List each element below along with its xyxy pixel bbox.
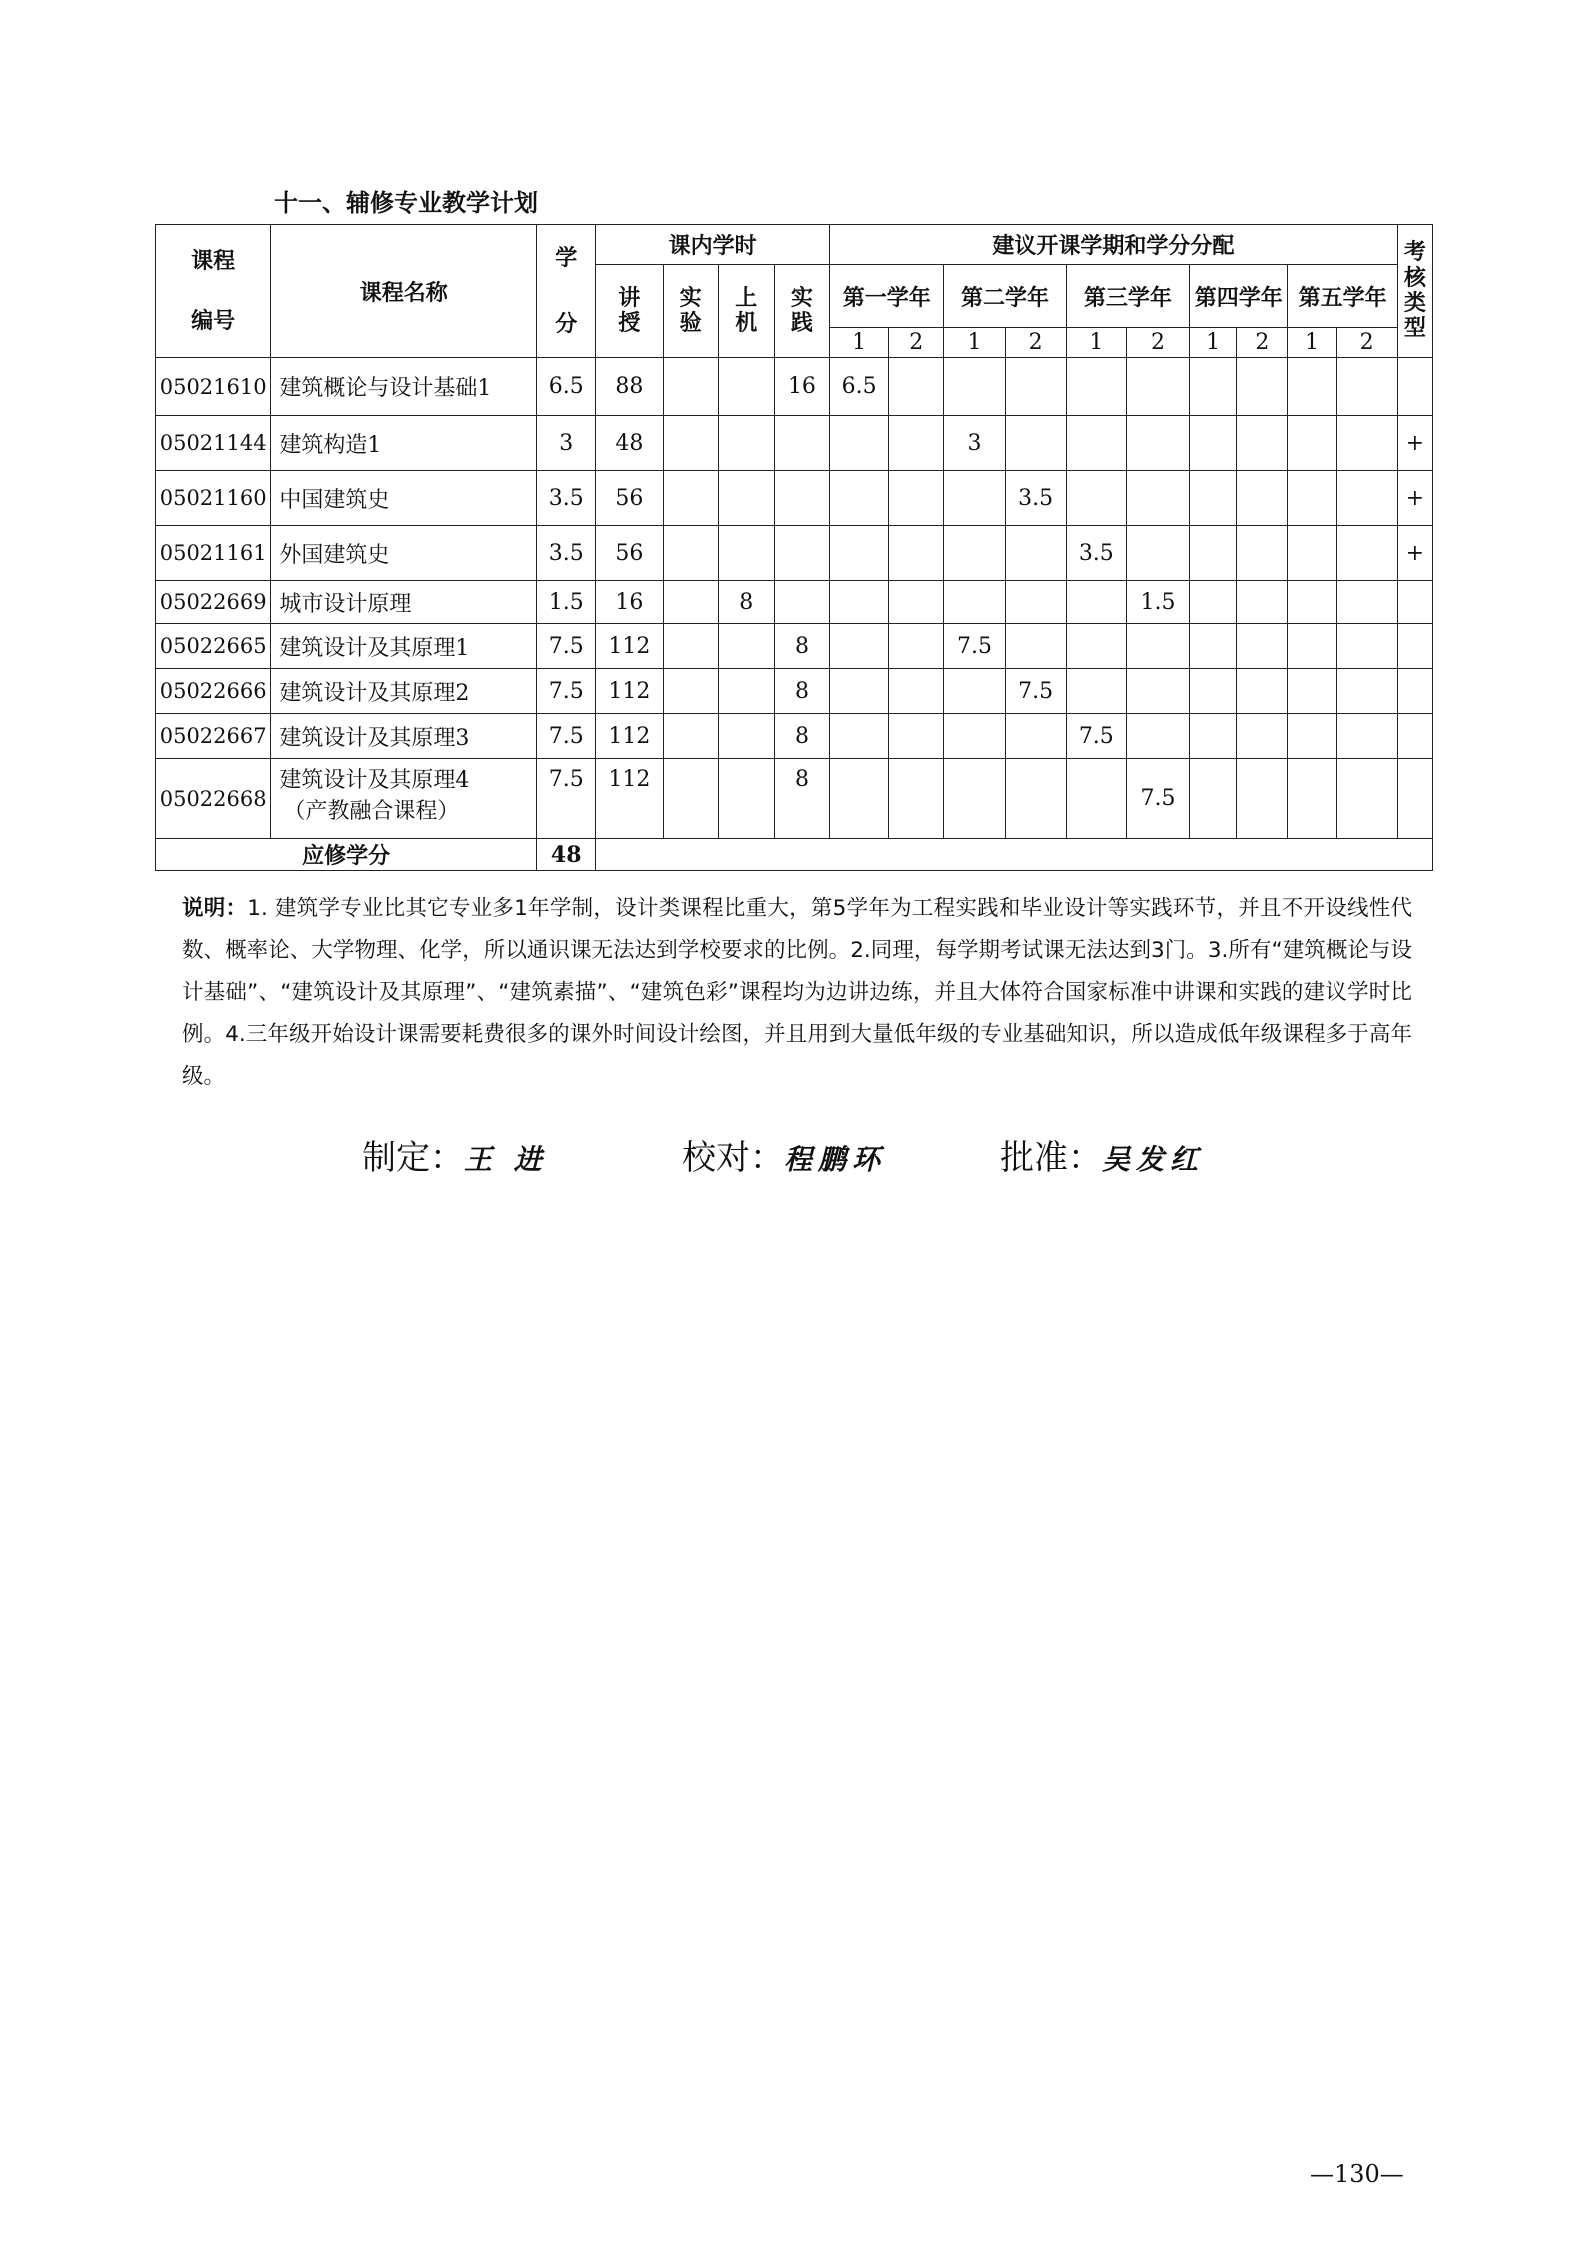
semester-credit-cell — [830, 669, 889, 714]
course-name-cell — [271, 416, 537, 471]
header-year-4: 第四学年 — [1190, 265, 1288, 328]
semester-credit-cell: 3 — [944, 416, 1005, 471]
header-hours-group: 课内学时 — [596, 225, 830, 265]
page-number: —130— — [1310, 2160, 1404, 2188]
semester-credit-cell — [1190, 624, 1237, 669]
lab-hours-cell — [663, 714, 718, 759]
total-row — [156, 839, 1433, 871]
semester-credit-cell — [889, 358, 944, 416]
semester-credit-cell — [1126, 669, 1189, 714]
signature-check-name: 程鹏环 — [784, 1143, 887, 1176]
section-title: 十一、辅修专业教学计划 — [274, 189, 538, 217]
lab-hours-cell — [663, 526, 718, 581]
course-code-cell: 05022669 — [156, 581, 271, 624]
practice-hours-cell: 8 — [774, 669, 829, 714]
course-code-cell: 05021144 — [156, 416, 271, 471]
computer-hours-cell — [718, 358, 774, 416]
course-code-cell: 05022668 — [156, 759, 271, 839]
semester-credit-cell — [1288, 714, 1336, 759]
total-value: 48 — [537, 839, 596, 871]
header-semester: 1 — [830, 328, 889, 358]
semester-credit-cell — [1237, 358, 1288, 416]
course-name-note: （产教融合课程） — [283, 799, 460, 824]
table-row — [156, 581, 1433, 624]
table-row — [156, 416, 1433, 471]
lecture-hours-cell: 48 — [596, 416, 663, 471]
computer-hours-cell — [718, 759, 774, 839]
course-code-cell: 05022667 — [156, 714, 271, 759]
semester-credit-cell — [1190, 416, 1237, 471]
semester-credit-cell — [1288, 759, 1336, 839]
semester-credit-cell: 7.5 — [1005, 669, 1066, 714]
semester-credit-cell — [1336, 759, 1397, 839]
note-label: 说明： — [182, 896, 248, 921]
lab-hours-cell — [663, 358, 718, 416]
credit-cell: 7.5 — [537, 714, 596, 759]
signature-made-name: 王 进 — [464, 1143, 548, 1176]
header-hours-computer — [718, 265, 774, 358]
header-semester: 1 — [1288, 328, 1336, 358]
signature-check-label: 校对： — [682, 1138, 784, 1178]
semester-credit-cell — [889, 416, 944, 471]
practice-hours-cell — [774, 526, 829, 581]
semester-credit-cell — [889, 759, 944, 839]
semester-credit-cell — [944, 526, 1005, 581]
semester-credit-cell — [1288, 669, 1336, 714]
computer-hours-cell — [718, 714, 774, 759]
lecture-hours-cell: 56 — [596, 471, 663, 526]
course-name-cell — [271, 669, 537, 714]
header-credit — [537, 225, 596, 358]
header-course-code — [156, 225, 271, 358]
course-name: 建筑设计及其原理3 — [279, 725, 470, 751]
course-name: 建筑设计及其原理1 — [279, 635, 470, 661]
practice-hours-cell: 16 — [774, 358, 829, 416]
signature-approve-name: 吴发红 — [1102, 1143, 1205, 1176]
course-name-cell — [271, 358, 537, 416]
header-year-5: 第五学年 — [1288, 265, 1397, 328]
semester-credit-cell — [1066, 416, 1126, 471]
course-name: 外国建筑史 — [279, 542, 390, 568]
header-semester: 2 — [889, 328, 944, 358]
semester-credit-cell: 6.5 — [830, 358, 889, 416]
semester-credit-cell — [1237, 669, 1288, 714]
semester-credit-cell — [1066, 581, 1126, 624]
semester-credit-cell — [1336, 624, 1397, 669]
lecture-hours-cell: 112 — [596, 759, 663, 839]
semester-credit-cell — [830, 526, 889, 581]
computer-hours-cell — [718, 669, 774, 714]
course-name-cell — [271, 714, 537, 759]
table-row — [156, 526, 1433, 581]
practice-hours-cell: 8 — [774, 759, 829, 839]
signature-check — [682, 1130, 886, 1179]
course-code-cell: 05022665 — [156, 624, 271, 669]
practice-hours-cell — [774, 581, 829, 624]
semester-credit-cell — [1288, 471, 1336, 526]
semester-credit-cell — [1336, 581, 1397, 624]
course-code-cell: 05022666 — [156, 669, 271, 714]
semester-credit-cell: 7.5 — [1126, 759, 1189, 839]
semester-credit-cell — [830, 471, 889, 526]
course-name-cell — [271, 526, 537, 581]
practice-hours-cell: 8 — [774, 714, 829, 759]
credit-cell: 1.5 — [537, 581, 596, 624]
header-year-3: 第三学年 — [1066, 265, 1189, 328]
semester-credit-cell: 7.5 — [944, 624, 1005, 669]
header-course-code-line1: 课程 — [191, 248, 236, 274]
header-semester: 1 — [1066, 328, 1126, 358]
semester-credit-cell — [889, 624, 944, 669]
table-row — [156, 669, 1433, 714]
semester-credit-cell — [1336, 416, 1397, 471]
semester-credit-cell — [1237, 471, 1288, 526]
semester-credit-cell — [944, 358, 1005, 416]
computer-hours-cell — [718, 526, 774, 581]
semester-credit-cell: 3.5 — [1005, 471, 1066, 526]
header-hours-lab — [663, 265, 718, 358]
exam-type-cell — [1397, 669, 1432, 714]
course-name: 建筑设计及其原理4 — [279, 768, 470, 793]
semester-credit-cell — [1190, 669, 1237, 714]
header-year-1: 第一学年 — [830, 265, 944, 328]
semester-credit-cell — [1288, 416, 1336, 471]
course-name-cell — [271, 759, 537, 839]
semester-credit-cell — [1066, 358, 1126, 416]
practice-hours-cell — [774, 416, 829, 471]
lab-hours-cell — [663, 416, 718, 471]
semester-credit-cell — [1066, 624, 1126, 669]
semester-credit-cell — [1126, 714, 1189, 759]
signature-line — [362, 1130, 1322, 1190]
semester-credit-cell — [1336, 669, 1397, 714]
semester-credit-cell — [1336, 714, 1397, 759]
exam-type-cell — [1397, 358, 1432, 416]
header-semester: 2 — [1336, 328, 1397, 358]
header-schedule-group: 建议开课学期和学分分配 — [830, 225, 1398, 265]
header-year-2: 第二学年 — [944, 265, 1066, 328]
semester-credit-cell — [944, 714, 1005, 759]
semester-credit-cell — [1066, 669, 1126, 714]
table-row — [156, 471, 1433, 526]
semester-credit-cell — [889, 669, 944, 714]
semester-credit-cell — [944, 471, 1005, 526]
note-paragraph — [182, 888, 1412, 1098]
table-row — [156, 714, 1433, 759]
semester-credit-cell — [1126, 358, 1189, 416]
semester-credit-cell — [1190, 581, 1237, 624]
exam-type-cell — [1397, 714, 1432, 759]
course-name: 中国建筑史 — [279, 487, 390, 513]
semester-credit-cell — [944, 669, 1005, 714]
semester-credit-cell — [1190, 759, 1237, 839]
semester-credit-cell — [1288, 624, 1336, 669]
semester-credit-cell — [1237, 416, 1288, 471]
exam-type-cell: + — [1397, 526, 1432, 581]
exam-type-cell — [1397, 759, 1432, 839]
semester-credit-cell — [1237, 526, 1288, 581]
semester-credit-cell — [1336, 471, 1397, 526]
header-credit-line1: 学 — [555, 245, 578, 271]
semester-credit-cell — [1237, 714, 1288, 759]
signature-approve-label: 批准： — [1000, 1138, 1102, 1178]
semester-credit-cell — [1005, 358, 1066, 416]
exam-type-cell: + — [1397, 416, 1432, 471]
semester-credit-cell — [830, 714, 889, 759]
header-semester: 2 — [1237, 328, 1288, 358]
total-empty — [596, 839, 1433, 871]
header-semester: 2 — [1126, 328, 1189, 358]
header-semester: 2 — [1005, 328, 1066, 358]
semester-credit-cell — [1005, 624, 1066, 669]
lecture-hours-cell: 56 — [596, 526, 663, 581]
semester-credit-cell — [1190, 714, 1237, 759]
header-hours-lecture — [596, 265, 663, 358]
semester-credit-cell — [1288, 526, 1336, 581]
teaching-plan-table — [155, 224, 1433, 871]
computer-hours-cell — [718, 471, 774, 526]
exam-type-cell — [1397, 624, 1432, 669]
course-code-cell: 05021161 — [156, 526, 271, 581]
lecture-hours-cell: 112 — [596, 714, 663, 759]
semester-credit-cell — [944, 581, 1005, 624]
semester-credit-cell — [889, 714, 944, 759]
course-name: 建筑设计及其原理2 — [279, 680, 470, 706]
practice-hours-cell: 8 — [774, 624, 829, 669]
header-semester: 1 — [944, 328, 1005, 358]
semester-credit-cell: 7.5 — [1066, 714, 1126, 759]
semester-credit-cell — [830, 759, 889, 839]
note-text: 1. 建筑学专业比其它专业多1年学制，设计类课程比重大，第5学年为工程实践和毕业设计等实践环节，并且不开设线性代数、概率论、大学物理、化学，所以通识课无法达到学校要求的比例。2.同理，每学期考试课无法达到3门。3.所有“建筑概论与设计基础”、“建筑设计及其原理”、“建筑素描”、“建筑色彩”课程均为边讲边练，并且大体符合国家标准中讲课和实践的建议学时比例。4.三年级开始设计课需要耗费很多的课外时间设计绘图，并且用到大量低年级的专业基础知识，所以造成低年级课程多于高年级。 — [182, 896, 1412, 1089]
header-credit-line2: 分 — [555, 311, 578, 337]
semester-credit-cell — [1005, 714, 1066, 759]
lecture-hours-cell: 16 — [596, 581, 663, 624]
course-code-cell: 05021610 — [156, 358, 271, 416]
header-exam-type — [1397, 225, 1432, 358]
semester-credit-cell — [1126, 416, 1189, 471]
table-row — [156, 624, 1433, 669]
lab-hours-cell — [663, 581, 718, 624]
semester-credit-cell — [1336, 526, 1397, 581]
lecture-hours-cell: 112 — [596, 624, 663, 669]
semester-credit-cell — [889, 471, 944, 526]
semester-credit-cell — [1190, 358, 1237, 416]
practice-hours-cell — [774, 471, 829, 526]
table-row — [156, 759, 1433, 839]
semester-credit-cell — [1005, 526, 1066, 581]
semester-credit-cell — [1190, 471, 1237, 526]
credit-cell: 7.5 — [537, 759, 596, 839]
header-hours-lab-text: 实验 — [679, 284, 702, 336]
credit-cell: 3.5 — [537, 471, 596, 526]
header-exam-type-text: 考核类型 — [1403, 239, 1426, 342]
semester-credit-cell — [1126, 471, 1189, 526]
semester-credit-cell — [1336, 358, 1397, 416]
lecture-hours-cell: 88 — [596, 358, 663, 416]
course-name: 建筑构造1 — [279, 432, 382, 458]
header-course-code-line2: 编号 — [191, 308, 236, 334]
lecture-hours-cell: 112 — [596, 669, 663, 714]
semester-credit-cell — [1005, 416, 1066, 471]
exam-type-cell: + — [1397, 471, 1432, 526]
signature-approve — [1000, 1130, 1204, 1179]
header-hours-lecture-text: 讲授 — [618, 284, 641, 336]
header-course-name: 课程名称 — [271, 225, 537, 358]
semester-credit-cell: 3.5 — [1066, 526, 1126, 581]
semester-credit-cell — [1237, 581, 1288, 624]
lab-hours-cell — [663, 669, 718, 714]
semester-credit-cell — [1237, 759, 1288, 839]
computer-hours-cell — [718, 624, 774, 669]
course-code-cell: 05021160 — [156, 471, 271, 526]
credit-cell: 7.5 — [537, 624, 596, 669]
table-row — [156, 358, 1433, 416]
semester-credit-cell — [1288, 358, 1336, 416]
header-hours-practice — [774, 265, 829, 358]
lab-hours-cell — [663, 471, 718, 526]
course-name-cell — [271, 624, 537, 669]
signature-made-label: 制定： — [362, 1138, 464, 1178]
exam-type-cell — [1397, 581, 1432, 624]
course-name: 建筑概论与设计基础1 — [279, 376, 492, 401]
header-hours-practice-text: 实践 — [790, 284, 813, 336]
credit-cell: 6.5 — [537, 358, 596, 416]
semester-credit-cell — [1005, 581, 1066, 624]
semester-credit-cell — [1126, 526, 1189, 581]
semester-credit-cell — [944, 759, 1005, 839]
semester-credit-cell — [830, 416, 889, 471]
credit-cell: 3.5 — [537, 526, 596, 581]
computer-hours-cell — [718, 416, 774, 471]
semester-credit-cell — [1005, 759, 1066, 839]
course-name: 城市设计原理 — [279, 591, 412, 617]
semester-credit-cell — [889, 581, 944, 624]
computer-hours-cell: 8 — [718, 581, 774, 624]
credit-cell: 3 — [537, 416, 596, 471]
semester-credit-cell: 1.5 — [1126, 581, 1189, 624]
lab-hours-cell — [663, 759, 718, 839]
semester-credit-cell — [1190, 526, 1237, 581]
semester-credit-cell — [1288, 581, 1336, 624]
lab-hours-cell — [663, 624, 718, 669]
semester-credit-cell — [1066, 759, 1126, 839]
semester-credit-cell — [830, 581, 889, 624]
semester-credit-cell — [1126, 624, 1189, 669]
course-name-cell — [271, 581, 537, 624]
course-name-cell — [271, 471, 537, 526]
semester-credit-cell — [889, 526, 944, 581]
total-label: 应修学分 — [156, 839, 537, 871]
signature-made — [362, 1130, 548, 1179]
semester-credit-cell — [1066, 471, 1126, 526]
semester-credit-cell — [830, 624, 889, 669]
credit-cell: 7.5 — [537, 669, 596, 714]
semester-credit-cell — [1237, 624, 1288, 669]
header-semester: 1 — [1190, 328, 1237, 358]
header-hours-computer-text: 上机 — [735, 284, 758, 336]
